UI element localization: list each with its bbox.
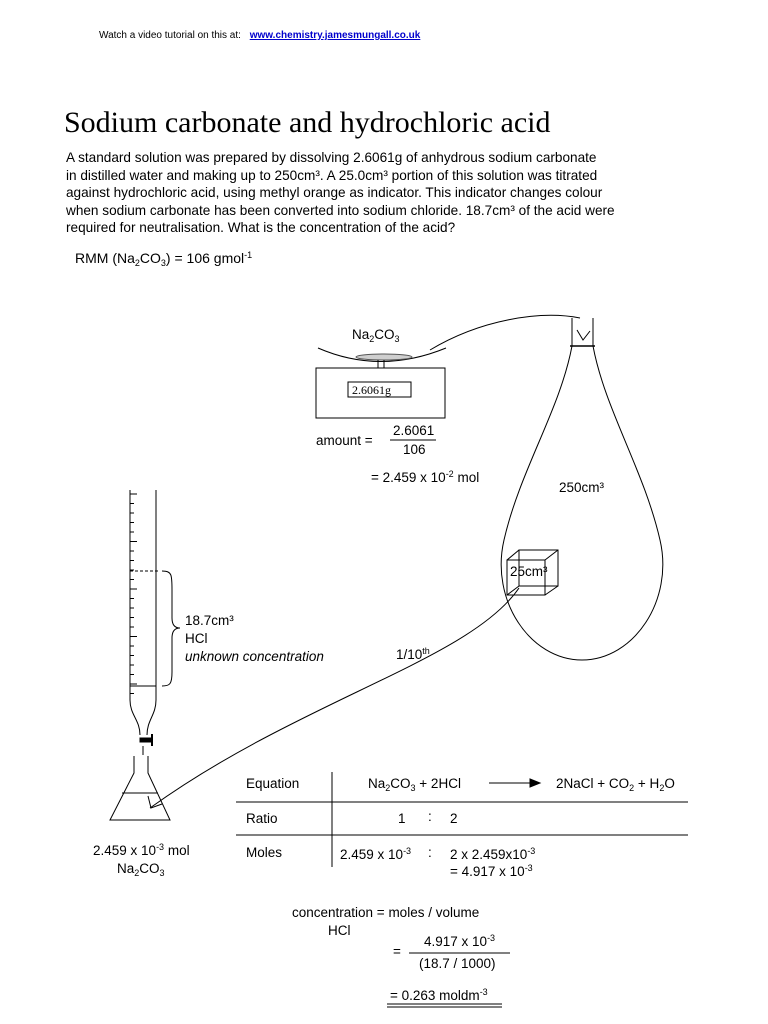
burette-graduations xyxy=(130,494,137,694)
equation-reactants: $Na_2CO_3 + 2HCl$ xyxy=(368,776,461,793)
moles-right-1: 2 x $2.459x10^{-3}$ xyxy=(450,846,536,862)
concentration-formula: concentration = moles / volume xyxy=(292,905,480,920)
conical-flask xyxy=(110,756,170,820)
ratio-right: 2 xyxy=(450,811,458,826)
solid-pile xyxy=(356,354,412,360)
tutorial-link[interactable]: www.chemistry.jamesmungall.co.uk xyxy=(249,30,421,41)
question-text xyxy=(66,149,706,237)
transfer-arrow-line xyxy=(430,315,580,350)
dilution-fraction: 1/10th xyxy=(396,646,430,662)
concentration-equals: = xyxy=(393,944,401,959)
question-line: in distilled water and making up to 250cm³. A 25.0cm³ portion of this solution was titrated xyxy=(66,167,598,183)
transfer-arrow-head xyxy=(577,330,590,340)
conical-moles: 2.459 x $10^{-3}$ mol xyxy=(93,842,190,858)
row-label-ratio: Ratio xyxy=(246,811,278,826)
row-label-moles: Moles xyxy=(246,845,283,860)
concentration-answer: = 0.263 moldm$^{-3}$ xyxy=(390,987,488,1003)
video-tutorial-text: Watch a video tutorial on this at: xyxy=(99,30,241,41)
concentration-substance: HCl xyxy=(328,923,351,938)
burette-volume-label: 18.7cm³ xyxy=(185,613,234,628)
pipette-volume-label: 25cm³ xyxy=(510,564,548,579)
burette-tap xyxy=(140,738,152,742)
moles-separator: : xyxy=(428,845,432,860)
volume-brace xyxy=(162,571,180,686)
amount-denominator: 106 xyxy=(403,442,426,457)
rmm-value: RMM $(Na_2CO_3) = 106$ gmol$^{-1}$ xyxy=(75,250,253,268)
page-title: Sodium carbonate and hydrochloric acid xyxy=(64,106,551,139)
question-line: against hydrochloric acid, using methyl orange as indicator. This indicator changes colour xyxy=(66,185,603,200)
volumetric-flask xyxy=(501,346,663,660)
amount-result: = 2.459 x $10^{-2}$ mol xyxy=(371,469,480,485)
ratio-left: 1 xyxy=(398,811,406,826)
row-label-equation: Equation xyxy=(246,776,300,791)
moles-left: 2.459 x $10^{-3}$ xyxy=(340,846,412,862)
concentration-numerator: 4.917 x $10^{-3}$ xyxy=(424,933,496,949)
balance-reading: 2.6061g xyxy=(352,383,391,397)
question-line: when sodium carbonate has been converted into sodium chloride. 18.7cm³ of the acid were xyxy=(66,202,615,218)
flask-volume-label: 250cm³ xyxy=(559,480,605,495)
question-line: required for neutralisation. What is the concentration of the acid? xyxy=(66,220,456,235)
moles-right-2: = 4.917 x $10^{-3}$ xyxy=(450,863,533,879)
burette-substance-label: HCl xyxy=(185,631,208,646)
concentration-denominator: (18.7 / 1000) xyxy=(419,956,496,971)
balance-formula: $Na_2CO_3$ xyxy=(352,327,400,344)
equation-products: 2NaCl + $CO_2 + H_2O$ xyxy=(556,776,675,793)
video-tutorial-line xyxy=(99,30,420,41)
question-line: A standard solution was prepared by dissolving 2.6061g of anhydrous sodium carbonate xyxy=(66,150,597,165)
burette-note: unknown concentration xyxy=(185,649,324,664)
ratio-separator: : xyxy=(428,809,432,824)
amount-label: amount = xyxy=(316,433,373,448)
amount-numerator: 2.6061 xyxy=(393,423,435,438)
conical-formula: $Na_2CO_3$ xyxy=(117,861,165,878)
